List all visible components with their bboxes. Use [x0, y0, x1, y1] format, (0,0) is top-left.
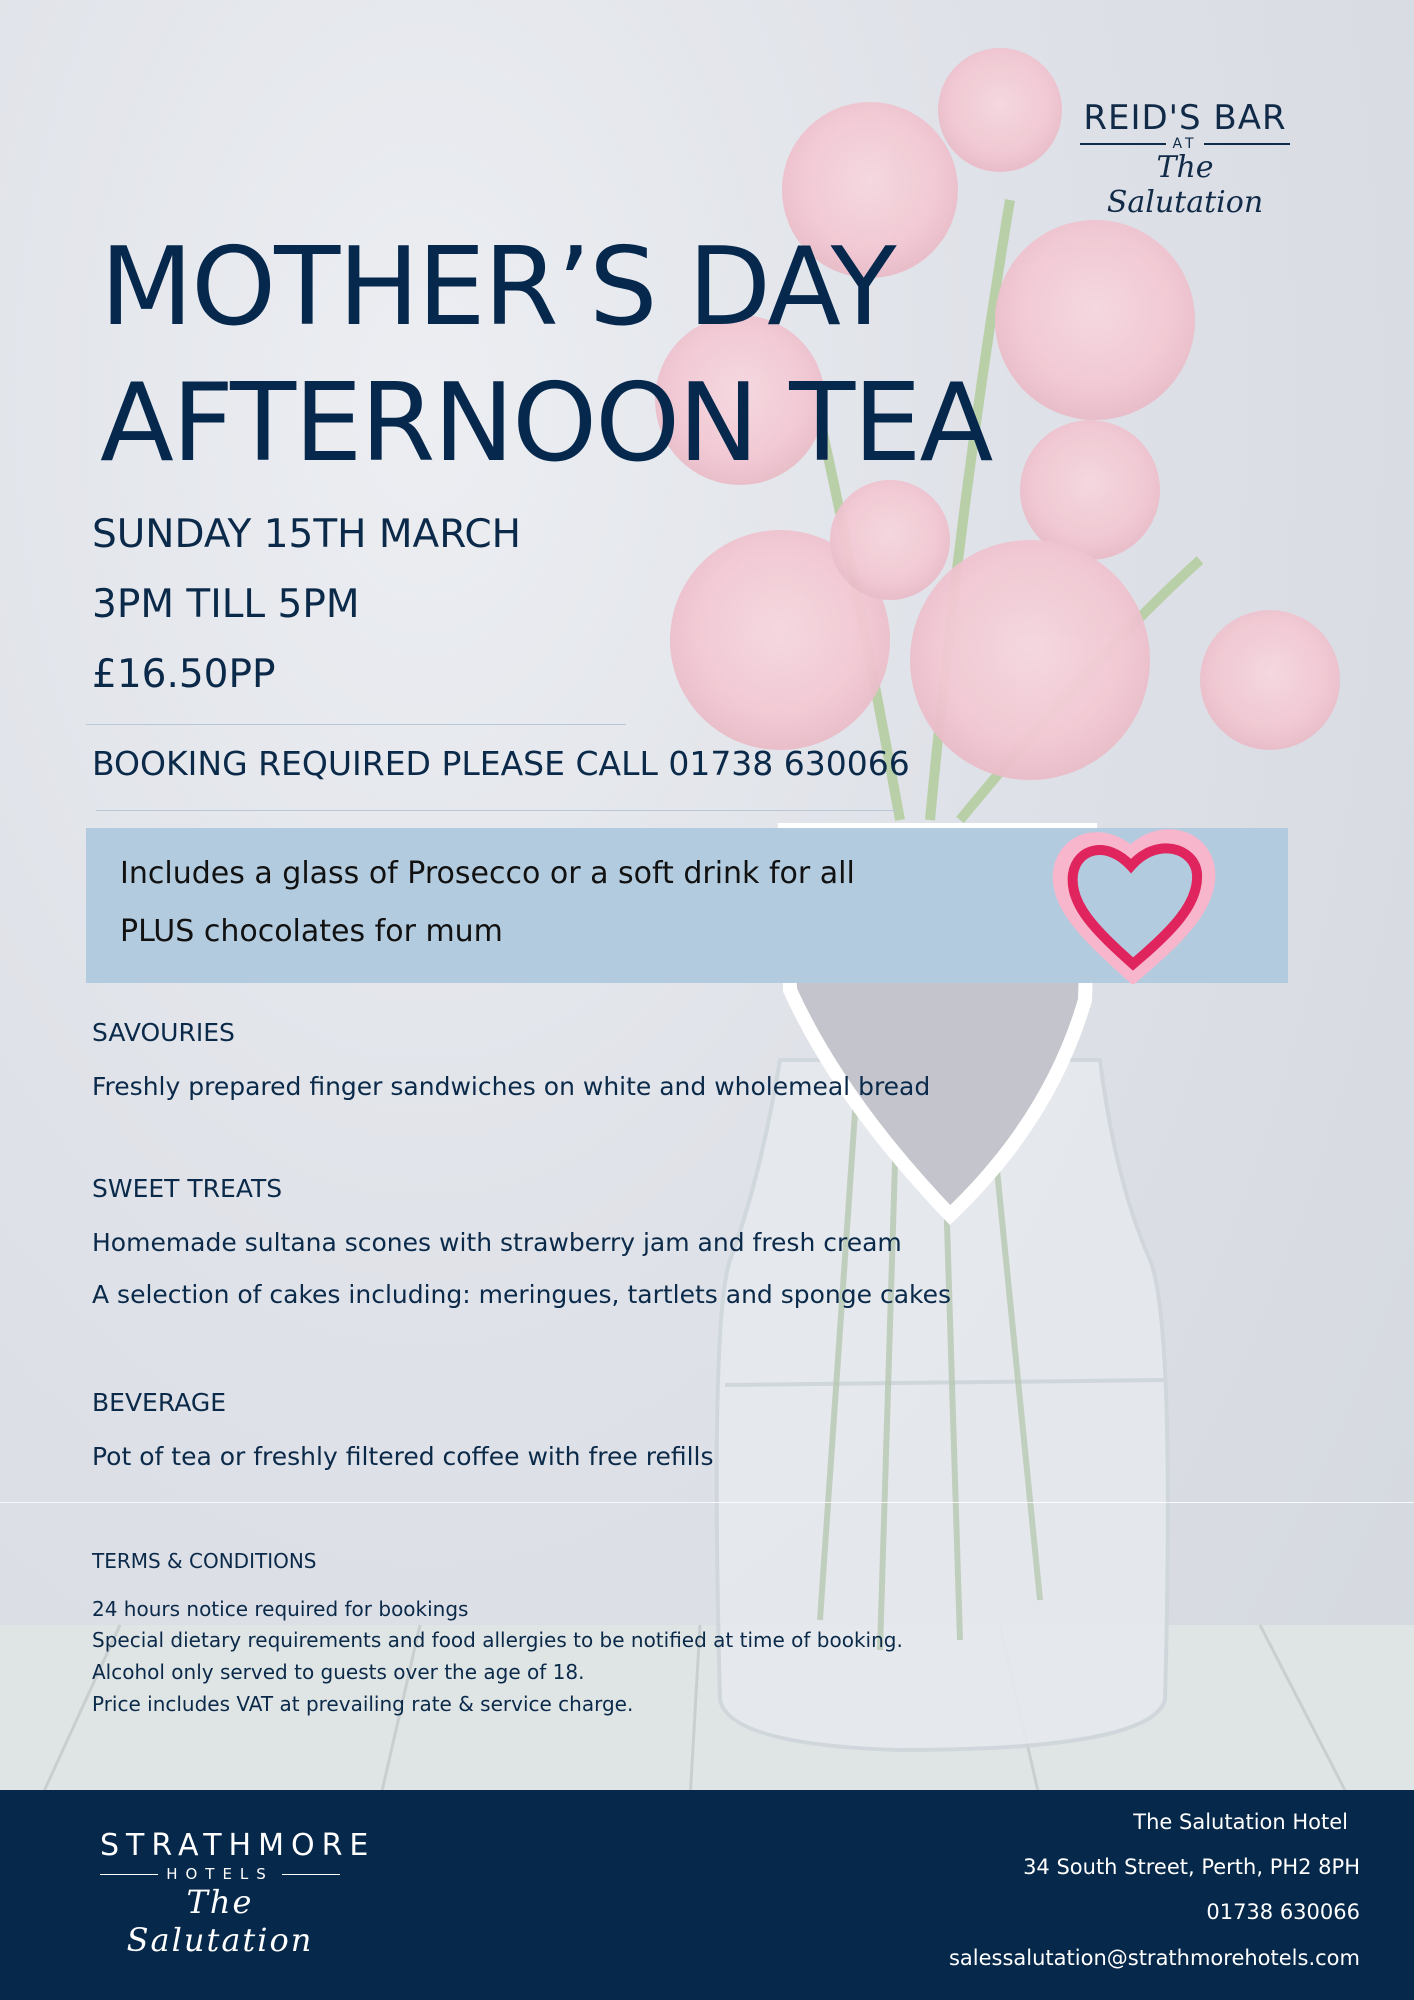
- booking-info: BOOKING REQUIRED PLEASE CALL 01738 630066: [92, 744, 910, 783]
- logo-line-3: The Salutation: [1106, 150, 1264, 220]
- menu-item: A selection of cakes including: meringues, tartlets and sponge cakes: [92, 1280, 952, 1309]
- event-time: 3PM TILL 5PM: [92, 582, 360, 627]
- divider: [96, 810, 896, 811]
- divider: [0, 1502, 1414, 1503]
- menu-heading-beverage: BEVERAGE: [92, 1388, 227, 1417]
- divider: [86, 724, 626, 725]
- terms-heading: TERMS & CONDITIONS: [92, 1549, 317, 1573]
- footer-logo-line-2: HOTELS: [166, 1865, 274, 1883]
- footer-address: 34 South Street, Perth, PH2 8PH: [1023, 1855, 1360, 1879]
- heart-icon: [1051, 824, 1216, 984]
- menu-item: Homemade sultana scones with strawberry jam and fresh cream: [92, 1228, 902, 1257]
- strathmore-logo: [100, 1828, 376, 1959]
- footer: [0, 1790, 1414, 2000]
- footer-logo-line-3: The Salutation: [126, 1883, 314, 1959]
- logo-line-1: REID'S BAR: [1083, 98, 1287, 138]
- event-date: SUNDAY 15TH MARCH: [92, 512, 521, 557]
- title-line-1: MOTHER’S DAY: [100, 225, 895, 350]
- menu-item: Freshly prepared finger sandwiches on white and wholemeal bread: [92, 1072, 931, 1101]
- highlight-band: [86, 828, 1288, 983]
- terms-line: 24 hours notice required for bookings: [92, 1597, 469, 1621]
- event-price: £16.50PP: [92, 652, 276, 697]
- logo-line-2: AT: [1172, 136, 1198, 152]
- reids-bar-logo: [1080, 98, 1290, 220]
- terms-line: Special dietary requirements and food allergies to be notified at time of booking.: [92, 1628, 903, 1652]
- menu-item: Pot of tea or freshly filtered coffee with free refills: [92, 1442, 714, 1471]
- footer-hotel-name: The Salutation Hotel: [1133, 1810, 1348, 1834]
- highlight-line-2: PLUS chocolates for mum: [120, 914, 503, 949]
- menu-heading-savouries: SAVOURIES: [92, 1018, 235, 1047]
- footer-email[interactable]: salessalutation@strathmorehotels.com: [948, 1946, 1360, 1970]
- highlight-line-1: Includes a glass of Prosecco or a soft drink for all: [120, 856, 855, 891]
- terms-line: Alcohol only served to guests over the age of 18.: [92, 1660, 585, 1684]
- page-title: [100, 220, 991, 492]
- footer-phone[interactable]: 01738 630066: [1206, 1900, 1360, 1924]
- footer-logo-line-1: STRATHMORE: [100, 1828, 376, 1863]
- terms-line: Price includes VAT at prevailing rate & service charge.: [92, 1692, 634, 1716]
- menu-heading-sweet-treats: SWEET TREATS: [92, 1174, 283, 1203]
- title-line-2: AFTERNOON TEA: [100, 361, 992, 486]
